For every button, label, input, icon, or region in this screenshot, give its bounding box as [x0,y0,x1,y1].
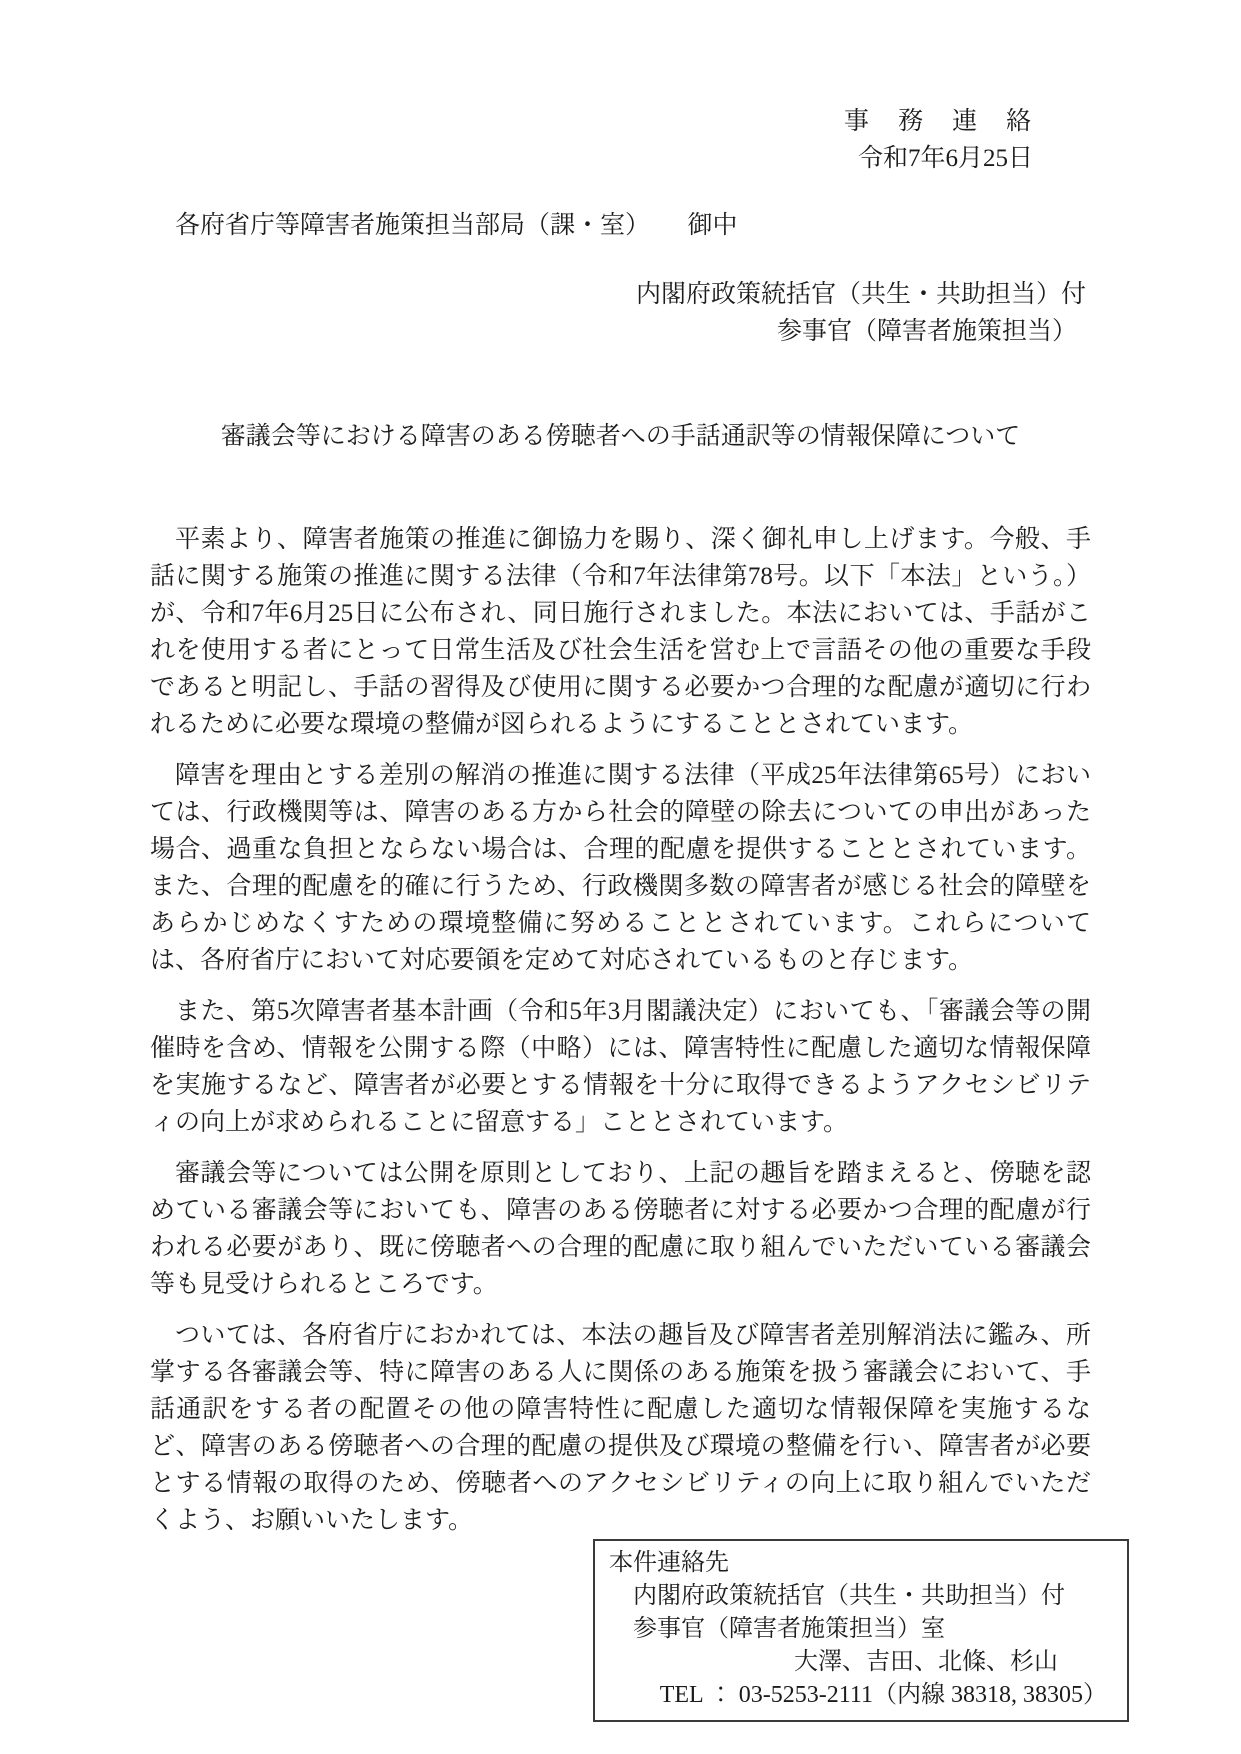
document-header [150,103,1091,177]
contact-box-heading: 本件連絡先 [609,1550,729,1576]
contact-box [593,1539,1129,1722]
contact-tel-line: TEL ： 03-5253-2111（内線 38318, 38305） [659,1682,1107,1708]
doc-type-label: 事 務 連 絡 [843,108,1033,135]
contact-office-line: 参事官（障害者施策担当）室 [633,1616,945,1642]
body-paragraph-3: また、第5次障害者基本計画（令和5年3月閣議決定）においても、「審議会等の開催時を含め、情報を公開する際（中略）には、障害特性に配慮した適切な情報保障を実施するなど、障害者が必要とする情報を十分に取得できるようアクセシビリティの向上が求められることに留意する」こととされています。 [150,998,1091,1136]
sender-block [150,276,1091,350]
sender-office-line: 参事官（障害者施策担当） [776,318,1077,345]
doc-date: 令和7年6月25日 [857,145,1033,172]
addressee-line: 各府省庁等障害者施策担当部局（課・室） 御中 [175,212,738,239]
document-body [150,521,1091,1539]
sender-org-line: 内閣府政策統括官（共生・共助担当）付 [635,281,1086,308]
contact-org-line: 内閣府政策統括官（共生・共助担当）付 [633,1583,1065,1609]
body-paragraph-2: 障害を理由とする差別の解消の推進に関する法律（平成25年法律第65号）においては、行政機関等は、障害のある方から社会的障壁の除去についての申出があった場合、過重な負担とならない場合は、合理的配慮を提供することとされています。また、合理的配慮を的確に行うため、行政機関多数の障害者が感じる社会的障壁をあらかじめなくすための環境整備に努めることとされています。これらについては、各府省庁において対応要領を定めて対応されているものと存じます。 [150,762,1091,974]
body-paragraph-1: 平素より、障害者施策の推進に御協力を賜り、深く御礼申し上げます。今般、手話に関する施策の推進に関する法律（令和7年法律第78号。以下「本法」という。）が、令和7年6月25日に公布され、同日施行されました。本法においては、手話がこれを使用する者にとって日常生活及び社会生活を営む上で言語その他の重要な手段であると明記し、手話の習得及び使用に関する必要かつ合理的な配慮が適切に行われるために必要な環境の整備が図られるようにすることとされています。 [150,526,1091,738]
body-paragraph-4: 審議会等については公開を原則としており、上記の趣旨を踏まえると、傍聴を認めている審議会等においても、障害のある傍聴者に対する必要かつ合理的配慮が行われる必要があり、既に傍聴者への合理的配慮に取り組んでいただいている審議会等も見受けられるところです。 [150,1160,1091,1298]
contact-names-line: 大澤、吉田、北條、杉山 [794,1649,1058,1675]
body-paragraph-5: ついては、各府省庁におかれては、本法の趣旨及び障害者差別解消法に鑑み、所掌する各審議会等、特に障害のある人に関係のある施策を扱う審議会において、手話通訳をする者の配置その他の障害特性に配慮した適切な情報保障を実施するなど、障害のある傍聴者への合理的配慮の提供及び環境の整備を行い、障害者が必要とする情報の取得のため、傍聴者へのアクセシビリティの向上に取り組んでいただくよう、お願いいたします。 [150,1322,1091,1534]
subject-title: 審議会等における障害のある傍聴者への手話通訳等の情報保障について [220,423,1021,450]
